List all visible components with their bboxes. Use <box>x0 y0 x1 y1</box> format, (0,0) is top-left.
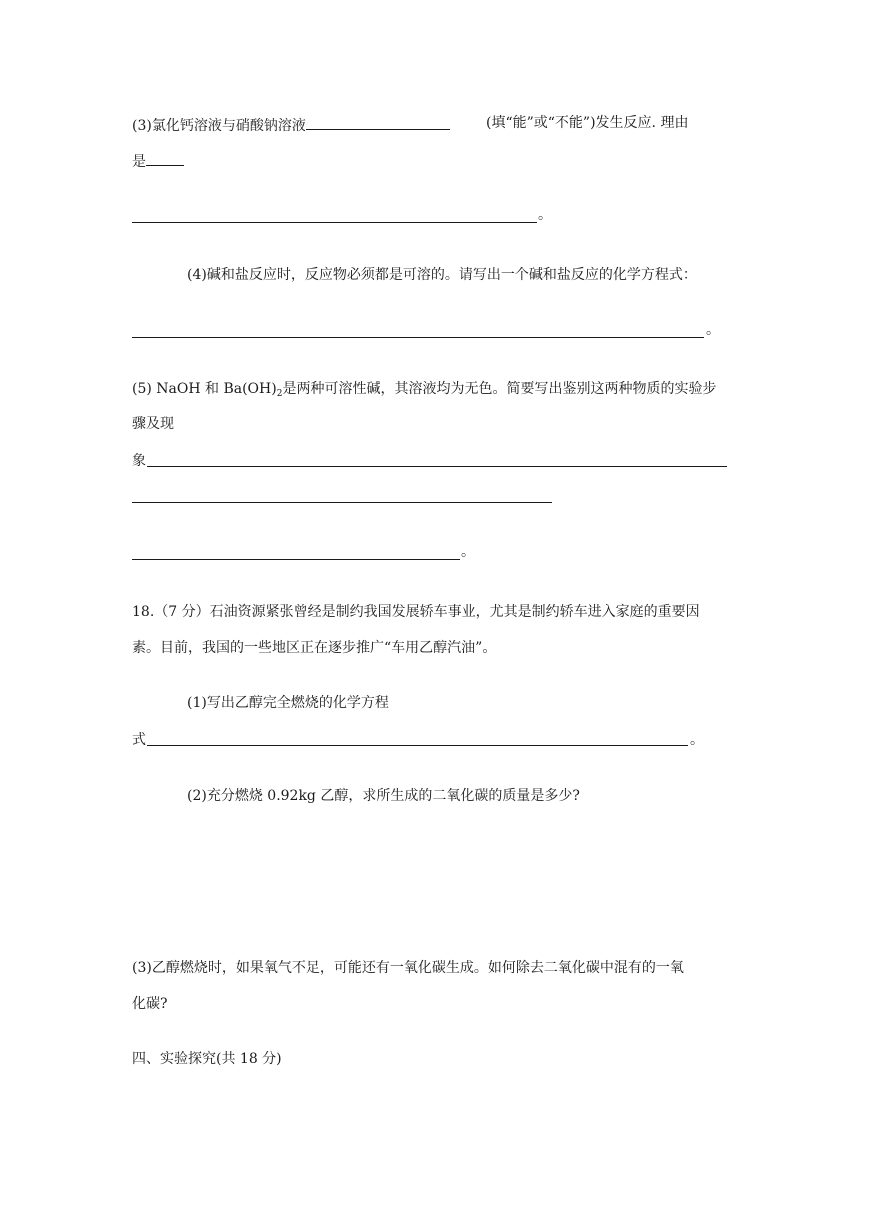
q17-part5-line1 <box>132 380 716 403</box>
q17-part3-text-c: 是 <box>132 154 146 170</box>
q17-part5-text-a: (5) NaOH 和 Ba(OH) <box>132 381 277 397</box>
q17-part5-line2: 骤及现 <box>132 416 174 432</box>
q18-part1-question: (1)写出乙醇完全燃烧的化学方程 <box>187 695 389 711</box>
q18-part3-line2: 化碳? <box>132 996 168 1012</box>
q17-part5-answer-line-2[interactable] <box>132 502 552 503</box>
q17-part5-subscript: 2 <box>276 389 283 399</box>
q17-part5-text-b: 是两种可溶性碱，其溶液均为无色。简要写出鉴别这两种物质的实验步 <box>282 381 717 397</box>
q17-part3-line2 <box>132 150 184 171</box>
q17-part4-period: 。 <box>706 322 720 338</box>
q17-part3-period: 。 <box>538 207 552 223</box>
q17-part5-line3-label: 象 <box>132 453 146 469</box>
q18-intro-line2: 素。目前，我国的一些地区正在逐步推广“车用乙醇汽油”。 <box>132 640 497 656</box>
q18-part1-period: 。 <box>690 732 704 748</box>
q17-part5-period: 。 <box>461 544 475 560</box>
q18-part1-label: 式 <box>132 732 146 748</box>
q17-part4-answer-line[interactable] <box>132 337 704 338</box>
q18-part3-line1: (3)乙醇燃烧时，如果氧气不足，可能还有一氧化碳生成。如何除去二氧化碳中混有的一氧 <box>132 960 684 976</box>
q17-part5-answer-line-1[interactable] <box>147 466 727 467</box>
q18-intro-line1: 18.（7 分）石油资源紧张曾经是制约我国发展轿车事业，尤其是制约轿车进入家庭的重要因 <box>132 604 700 620</box>
q17-part3-blank-1[interactable] <box>306 114 450 130</box>
q17-part5-answer-line-3[interactable] <box>132 559 460 560</box>
q17-part3-blank-2[interactable] <box>146 150 184 166</box>
q17-part4-question: (4)碱和盐反应时，反应物必须都是可溶的。请写出一个碱和盐反应的化学方程式： <box>187 267 697 283</box>
q17-part3-text-b: (填“能”或“不能”)发生反应. 理由 <box>486 115 689 131</box>
q17-part3-answer-line[interactable] <box>132 222 537 223</box>
q17-part3-line1 <box>132 114 450 135</box>
section-4-heading: 四、实验探究(共 18 分) <box>132 1051 282 1067</box>
q18-part1-answer-line[interactable] <box>147 745 688 746</box>
q17-part3-text-a: (3)氯化钙溶液与硝酸钠溶液 <box>132 118 306 134</box>
q18-part2-question: (2)充分燃烧 0.92kg 乙醇，求所生成的二氧化碳的质量是多少? <box>187 788 580 804</box>
